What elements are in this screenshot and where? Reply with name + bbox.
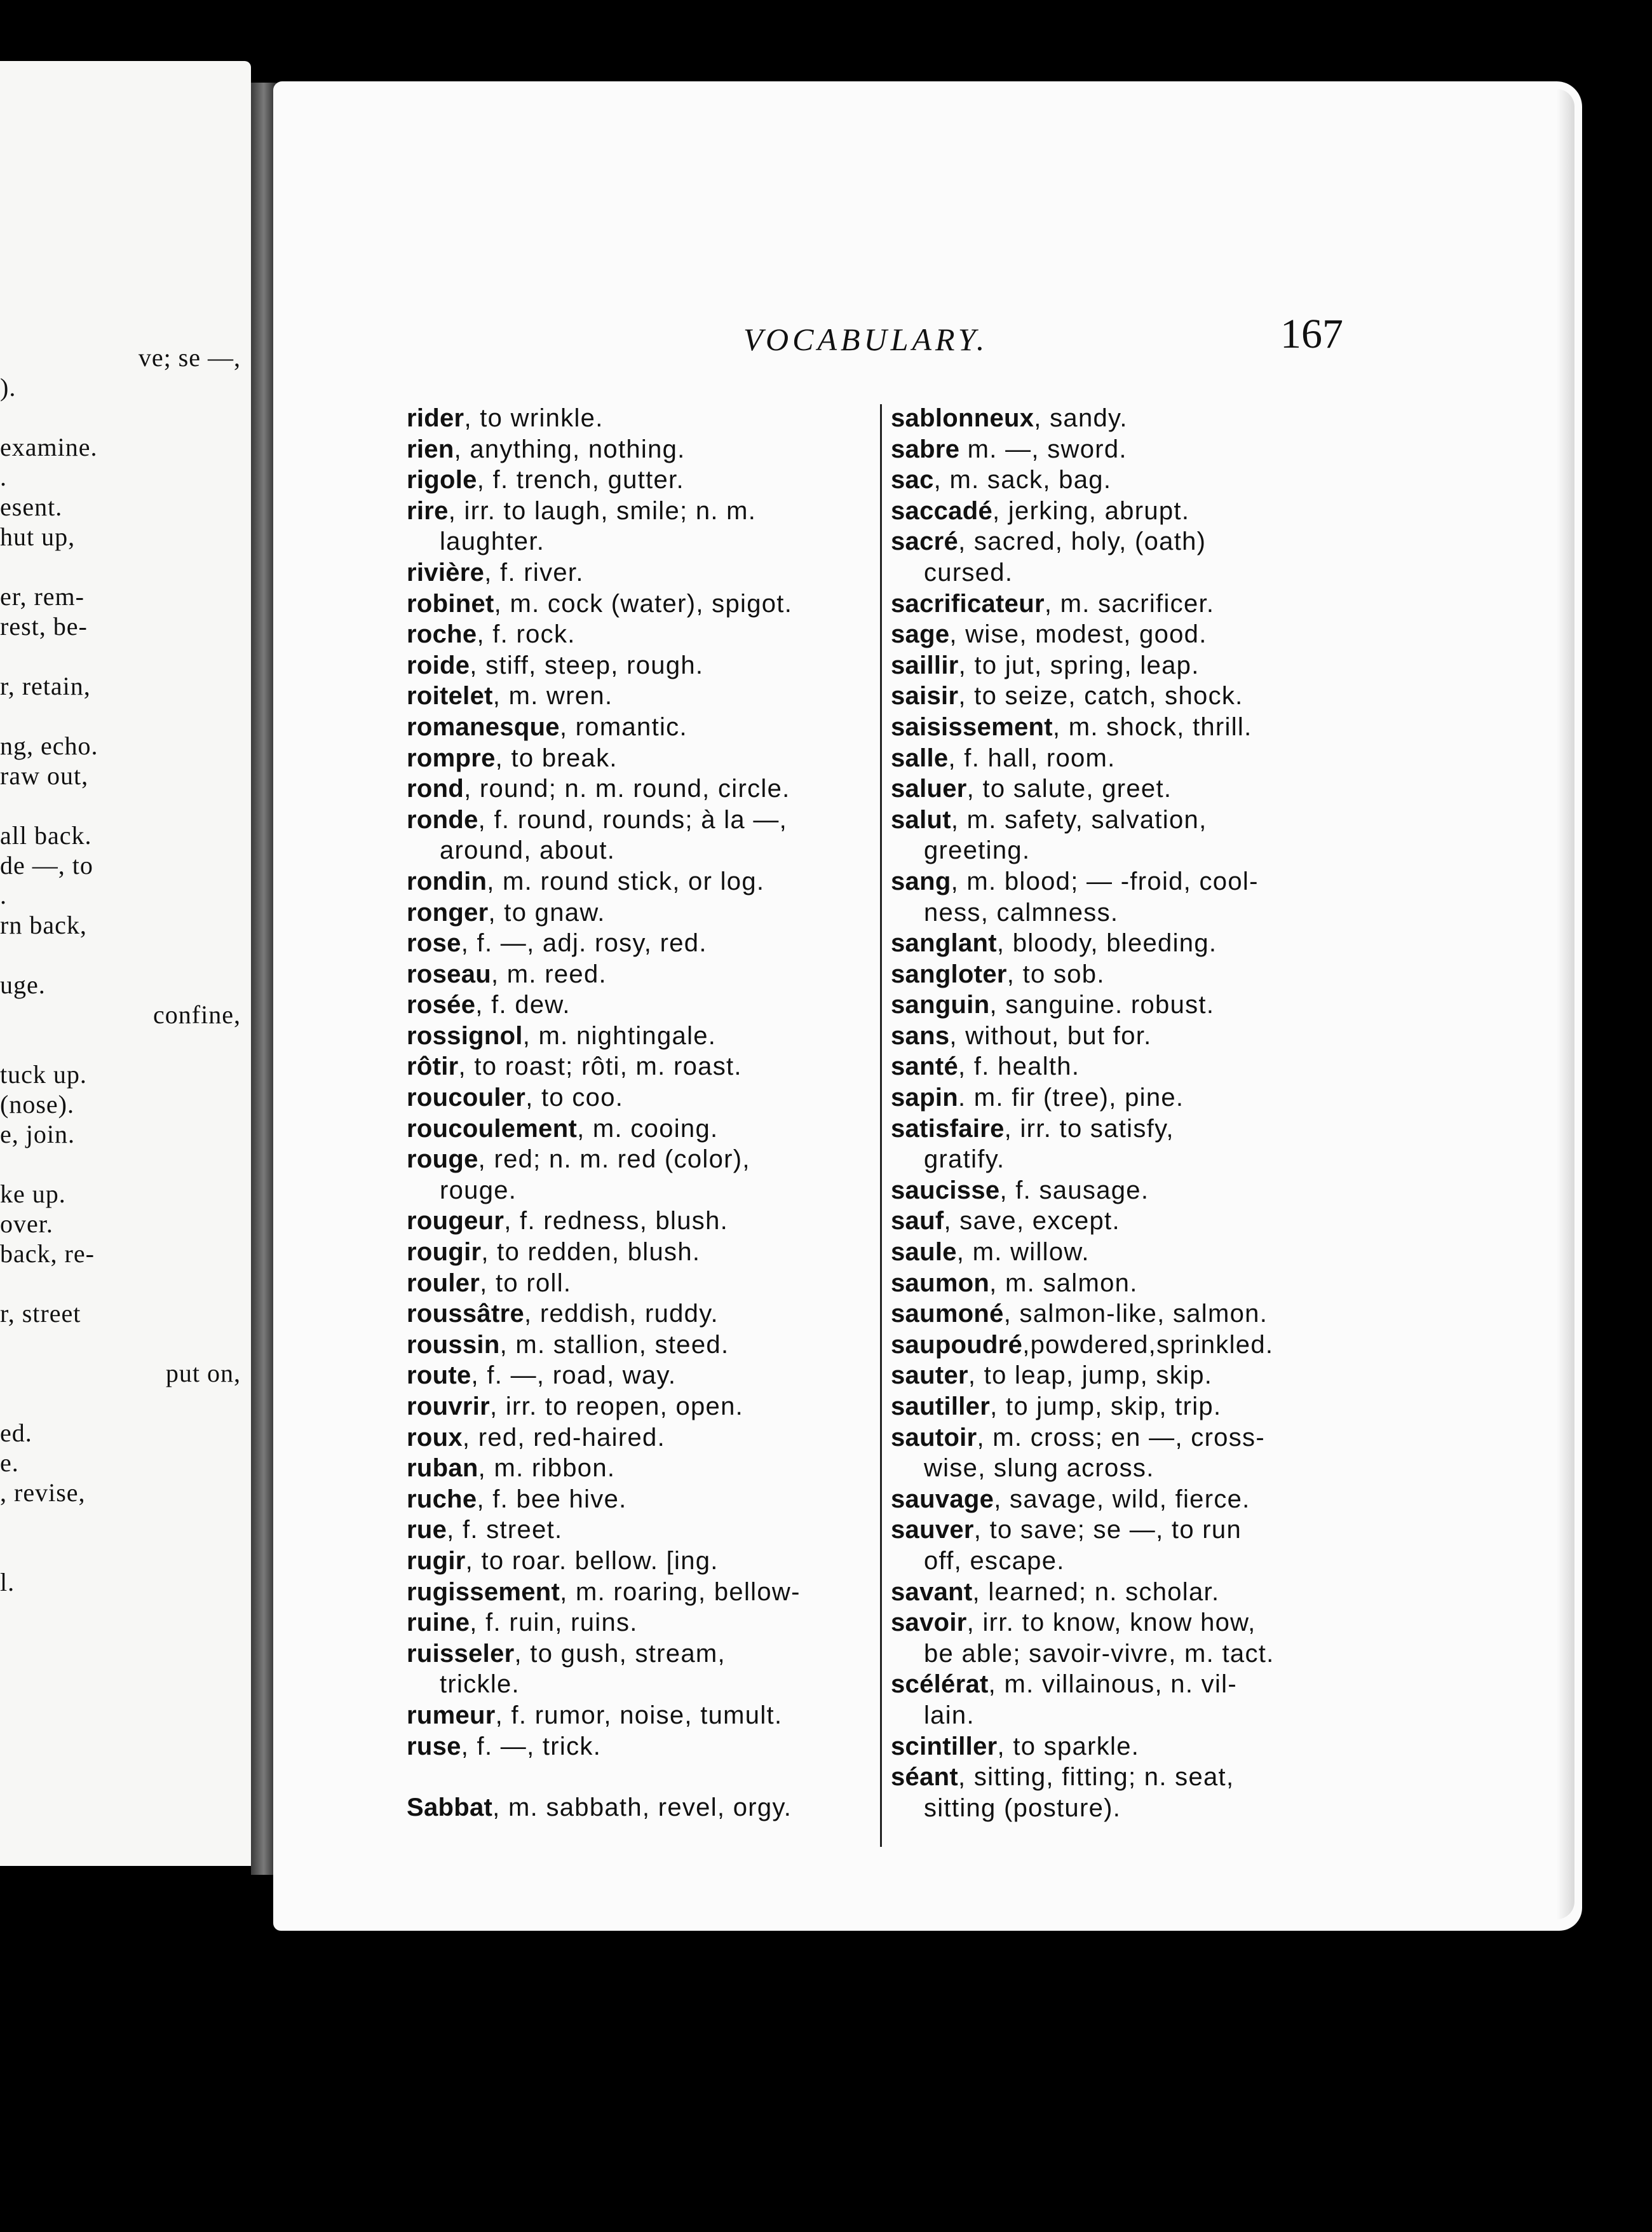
- headword: rouler: [407, 1269, 480, 1297]
- headword: roseau: [407, 960, 491, 988]
- headword: sauver: [891, 1516, 974, 1544]
- headword: rougir: [407, 1238, 482, 1267]
- headword: saillir: [891, 651, 959, 679]
- headword: scélérat: [891, 1670, 989, 1699]
- definition: , without, but for.: [949, 1021, 1152, 1050]
- previous-page-fragment: r, retain,: [0, 672, 91, 700]
- definition: greeting.: [924, 836, 1031, 865]
- headword: rond: [407, 775, 464, 803]
- vocabulary-entry: [407, 589, 886, 620]
- definition: , romantic.: [559, 712, 687, 741]
- headword: romanesque: [407, 712, 560, 741]
- vocabulary-entry: [891, 1113, 1374, 1145]
- entry-continuation: [891, 557, 1374, 589]
- definition: , to coo.: [525, 1084, 624, 1112]
- vocabulary-entry: [891, 1422, 1374, 1453]
- vocabulary-entry: [891, 619, 1374, 650]
- definition: gratify.: [924, 1145, 1005, 1174]
- definition: , f. redness, blush.: [504, 1207, 729, 1235]
- definition: , m. wren.: [492, 682, 613, 711]
- headword: rouge: [407, 1145, 478, 1174]
- headword: sang: [891, 867, 951, 895]
- headword: saumon: [891, 1269, 990, 1297]
- vocabulary-entry: [407, 805, 886, 836]
- headword: sautiller: [891, 1392, 991, 1420]
- definition: , to sparkle.: [997, 1732, 1140, 1760]
- definition: , to gnaw.: [488, 898, 606, 927]
- definition: , f. street.: [447, 1516, 563, 1544]
- definition: , wise, modest, good.: [949, 620, 1207, 649]
- definition: , save, except.: [944, 1207, 1120, 1235]
- definition: , to break.: [495, 744, 618, 772]
- headword: saccadé: [891, 496, 993, 525]
- vocabulary-entry: [407, 1206, 886, 1237]
- definition: ,powdered,sprinkled.: [1022, 1330, 1274, 1359]
- vocabulary-entry: [407, 1484, 886, 1515]
- vocabulary-entry: [891, 805, 1374, 836]
- definition: , m. stallion, steed.: [499, 1330, 729, 1359]
- entry-continuation: [407, 835, 886, 866]
- entry-continuation: [891, 1700, 1374, 1731]
- headword: savant: [891, 1577, 973, 1606]
- definition: m. —, sword.: [959, 435, 1127, 463]
- definition: , to salute, greet.: [966, 775, 1172, 803]
- headword: roucoulement: [407, 1114, 578, 1143]
- definition: , m. sack, bag.: [933, 466, 1112, 494]
- vocabulary-entry: [891, 1391, 1374, 1422]
- headword: rumeur: [407, 1701, 496, 1729]
- definition: , f. —, trick.: [461, 1732, 602, 1760]
- headword: sans: [891, 1021, 950, 1050]
- vocabulary-entry: [891, 465, 1374, 496]
- definition: , stiff, steep, rough.: [470, 651, 704, 679]
- definition: , m. safety, salvation,: [951, 805, 1207, 834]
- page-edge: [1557, 89, 1574, 1919]
- headword: robinet: [407, 589, 494, 618]
- headword: ronde: [407, 805, 478, 834]
- entry-continuation: [891, 1793, 1374, 1824]
- column-divider: [880, 404, 882, 1847]
- previous-page-fragment: over.: [0, 1209, 53, 1238]
- vocabulary-entry: [891, 1731, 1374, 1762]
- vocabulary-entry: [407, 1792, 886, 1823]
- headword: séant: [891, 1763, 958, 1792]
- definition: , to roast; rôti, m. roast.: [458, 1052, 742, 1081]
- vocabulary-entry: [407, 1330, 886, 1361]
- vocabulary-entry: [407, 1546, 886, 1577]
- previous-page-fragment: tuck up.: [0, 1060, 87, 1089]
- entry-continuation: [407, 526, 886, 557]
- definition: , m. ribbon.: [478, 1454, 616, 1483]
- vocabulary-entry: [891, 1607, 1374, 1638]
- definition: , red; n. m. red (color),: [478, 1145, 750, 1174]
- headword: ruisseler: [407, 1639, 515, 1668]
- headword: ruse: [407, 1732, 461, 1760]
- headword: Sabbat: [407, 1793, 493, 1822]
- definition: , anything, nothing.: [454, 435, 686, 463]
- vocabulary-entry: [407, 1113, 886, 1145]
- definition: , to wrinkle.: [464, 404, 604, 432]
- headword: ronger: [407, 898, 489, 927]
- vocabulary-entry: [407, 1051, 886, 1082]
- vocabulary-entry: [891, 1021, 1374, 1052]
- definition: wise, slung across.: [924, 1454, 1154, 1483]
- headword: roussâtre: [407, 1300, 525, 1328]
- definition: ness, calmness.: [924, 898, 1119, 927]
- vocabulary-entry: [407, 1422, 886, 1453]
- headword: roitelet: [407, 682, 493, 711]
- headword: rondin: [407, 867, 487, 895]
- headword: sacré: [891, 527, 959, 556]
- headword: sage: [891, 620, 950, 649]
- definition: , learned; n. scholar.: [972, 1577, 1220, 1606]
- definition: , f. river.: [484, 558, 584, 587]
- vocabulary-column-right: [891, 403, 1374, 1823]
- headword: rien: [407, 435, 454, 463]
- definition: , irr. to satisfy,: [1004, 1114, 1174, 1143]
- definition: , m. cross; en —, cross-: [977, 1423, 1265, 1452]
- definition: , to sob.: [1006, 960, 1105, 988]
- vocabulary-entry: [407, 1638, 886, 1670]
- headword: saumoné: [891, 1300, 1004, 1328]
- vocabulary-entry: [407, 1144, 886, 1175]
- definition: , irr. to know, know how,: [966, 1609, 1256, 1637]
- vocabulary-entry: [407, 434, 886, 465]
- vocabulary-entry: [407, 557, 886, 589]
- headword: sauter: [891, 1361, 968, 1390]
- vocabulary-entry: [407, 743, 886, 774]
- vocabulary-entry: [407, 1607, 886, 1638]
- definition: , sanguine. robust.: [989, 991, 1215, 1019]
- definition: , m. roaring, bellow-: [560, 1577, 801, 1606]
- definition: , bloody, bleeding.: [996, 929, 1217, 958]
- headword: scintiller: [891, 1732, 998, 1760]
- headword: rouvrir: [407, 1392, 491, 1420]
- definition: , jerking, abrupt.: [992, 496, 1190, 525]
- headword: sauvage: [891, 1485, 994, 1513]
- entry-continuation: [891, 897, 1374, 929]
- definition: , savage, wild, fierce.: [994, 1485, 1250, 1513]
- headword: rôtir: [407, 1052, 459, 1081]
- previous-page-fragment: , revise,: [0, 1478, 86, 1507]
- previous-page-fragment: ve; se —,: [138, 343, 241, 372]
- vocabulary-entry: [891, 712, 1374, 743]
- previous-page-fragment: rn back,: [0, 911, 87, 939]
- headword: saisir: [891, 682, 959, 711]
- vocabulary-entry: [891, 1577, 1374, 1608]
- headword: ruine: [407, 1609, 470, 1637]
- vocabulary-entry: [407, 1360, 886, 1391]
- definition: , m. cock (water), spigot.: [494, 589, 793, 618]
- headword: sablonneux: [891, 404, 1034, 432]
- headword: rigole: [407, 466, 477, 494]
- vocabulary-entry: [407, 1391, 886, 1422]
- entry-continuation: [407, 1669, 886, 1700]
- headword: sauf: [891, 1207, 944, 1235]
- vocabulary-entry: [891, 1206, 1374, 1237]
- definition: , m. nightingale.: [522, 1021, 717, 1050]
- previous-page-fragment: er, rem-: [0, 582, 85, 611]
- headword: rire: [407, 496, 449, 525]
- headword: sabre: [891, 435, 960, 463]
- definition: , m. blood; — -froid, cool-: [951, 867, 1259, 895]
- entry-continuation: [891, 1546, 1374, 1577]
- definition: , sitting, fitting; n. seat,: [958, 1763, 1235, 1792]
- definition: , f. ruin, ruins.: [470, 1609, 638, 1637]
- definition: , irr. to reopen, open.: [490, 1392, 744, 1420]
- vocabulary-entry: [407, 619, 886, 650]
- headword: rose: [407, 929, 461, 958]
- headword: satisfaire: [891, 1114, 1005, 1143]
- headword: rue: [407, 1516, 447, 1544]
- vocabulary-entry: [407, 959, 886, 990]
- definition: , reddish, ruddy.: [524, 1300, 719, 1328]
- headword: sapin: [891, 1084, 958, 1112]
- previous-page-fragment: r, street: [0, 1299, 81, 1328]
- definition: , m. sacrificer.: [1044, 589, 1215, 618]
- vocabulary-entry: [407, 1731, 886, 1762]
- previous-page-fragment: ed.: [0, 1419, 32, 1447]
- definition: , round; n. m. round, circle.: [464, 775, 790, 803]
- headword: sautoir: [891, 1423, 977, 1452]
- entry-continuation: [407, 1175, 886, 1206]
- headword: rougeur: [407, 1207, 504, 1235]
- previous-page-fragment: e, join.: [0, 1120, 75, 1148]
- definition: , m. willow.: [956, 1238, 1090, 1267]
- vocabulary-entry: [407, 866, 886, 897]
- headword: saucisse: [891, 1176, 1000, 1204]
- vocabulary-entry: [407, 1514, 886, 1546]
- headword: rosée: [407, 991, 476, 1019]
- headword: roux: [407, 1423, 463, 1452]
- definition: , m. shock, thrill.: [1052, 712, 1252, 741]
- headword: roucouler: [407, 1084, 526, 1112]
- definition: , f. bee hive.: [477, 1485, 627, 1513]
- previous-page-fragment: hut up,: [0, 522, 76, 551]
- previous-page-fragment: ).: [0, 373, 17, 402]
- definition: around, about.: [440, 836, 616, 865]
- definition: , m. sabbath, revel, orgy.: [492, 1793, 792, 1822]
- headword: sacrificateur: [891, 589, 1045, 618]
- headword: rugir: [407, 1546, 466, 1575]
- vocabulary-entry: [891, 1514, 1374, 1546]
- vocabulary-entry: [891, 1330, 1374, 1361]
- definition: , f. —, road, way.: [471, 1361, 677, 1390]
- vocabulary-entry: [407, 1577, 886, 1608]
- vocabulary-entry: [891, 928, 1374, 959]
- vocabulary-entry: [891, 589, 1374, 620]
- vocabulary-entry: [891, 1051, 1374, 1082]
- entry-continuation: [891, 1638, 1374, 1670]
- definition: , to gush, stream,: [514, 1639, 726, 1668]
- previous-page: [0, 61, 251, 1866]
- headword: saisissement: [891, 712, 1053, 741]
- vocabulary-entry: [407, 712, 886, 743]
- vocabulary-entry: [891, 990, 1374, 1021]
- definition: off, escape.: [924, 1546, 1065, 1575]
- definition: laughter.: [440, 527, 545, 556]
- vocabulary-entry: [407, 403, 886, 434]
- headword: rossignol: [407, 1021, 523, 1050]
- definition: , to roll.: [480, 1269, 572, 1297]
- headword: salle: [891, 744, 949, 772]
- previous-page-fragment: ng, echo.: [0, 732, 98, 760]
- definition: , f. rock.: [477, 620, 576, 649]
- definition: , m. round stick, or log.: [487, 867, 765, 895]
- headword: sanglant: [891, 929, 997, 958]
- vocabulary-entry: [891, 1268, 1374, 1299]
- vocabulary-entry: [891, 773, 1374, 805]
- vocabulary-entry: [891, 403, 1374, 434]
- previous-page-fragment: rest, be-: [0, 612, 88, 641]
- definition: , f. rumor, noise, tumult.: [495, 1701, 783, 1729]
- definition: , m. cooing.: [577, 1114, 719, 1143]
- vocabulary-entry: [407, 1700, 886, 1731]
- entry-continuation: [891, 835, 1374, 866]
- definition: , sandy.: [1034, 404, 1128, 432]
- book-gutter: [251, 83, 276, 1875]
- vocabulary-entry: [891, 1237, 1374, 1268]
- headword: ruban: [407, 1454, 478, 1483]
- definition: , m. salmon.: [989, 1269, 1138, 1297]
- vocabulary-entry: [407, 928, 886, 959]
- vocabulary-entry: [891, 743, 1374, 774]
- definition: , f. dew.: [475, 991, 571, 1019]
- vocabulary-entry: [891, 681, 1374, 712]
- previous-page-fragment: uge.: [0, 970, 46, 999]
- vocabulary-entry: [891, 526, 1374, 557]
- previous-page-fragment: put on,: [165, 1359, 241, 1387]
- headword: rompre: [407, 744, 496, 772]
- definition: sitting (posture).: [924, 1793, 1121, 1822]
- definition: , f. sausage.: [999, 1176, 1149, 1204]
- vocabulary-entry: [891, 496, 1374, 527]
- vocabulary-entry: [891, 1175, 1374, 1206]
- vocabulary-entry: [891, 1082, 1374, 1113]
- vocabulary-entry: [891, 1360, 1374, 1391]
- headword: santé: [891, 1052, 958, 1081]
- vocabulary-entry: [407, 773, 886, 805]
- headword: sanguin: [891, 991, 990, 1019]
- vocabulary-entry: [891, 959, 1374, 990]
- vocabulary-entry: [407, 1268, 886, 1299]
- previous-page-fragment: back, re-: [0, 1239, 95, 1268]
- headword: ruche: [407, 1485, 477, 1513]
- definition: , m. villainous, n. vil-: [988, 1670, 1237, 1699]
- previous-page-fragment: ke up.: [0, 1180, 66, 1208]
- definition: trickle.: [440, 1670, 520, 1699]
- running-head: VOCABULARY.: [743, 322, 989, 357]
- definition: , f. trench, gutter.: [477, 466, 684, 494]
- headword: route: [407, 1361, 471, 1390]
- headword: saupoudré: [891, 1330, 1023, 1359]
- headword: rider: [407, 404, 464, 432]
- vocabulary-entry: [891, 1762, 1374, 1793]
- vocabulary-entry: [407, 1082, 886, 1113]
- definition: lain.: [924, 1701, 975, 1729]
- previous-page-fragment: examine.: [0, 433, 98, 461]
- previous-page-fragment: (nose).: [0, 1090, 74, 1119]
- entry-continuation: [891, 1144, 1374, 1175]
- definition: cursed.: [924, 558, 1013, 587]
- headword: roussin: [407, 1330, 500, 1359]
- vocabulary-entry: [407, 1237, 886, 1268]
- headword: roide: [407, 651, 470, 679]
- headword: roche: [407, 620, 477, 649]
- vocabulary-entry: [891, 1298, 1374, 1330]
- headword: rivière: [407, 558, 485, 587]
- definition: . m. fir (tree), pine.: [958, 1084, 1184, 1112]
- vocabulary-entry: [891, 1484, 1374, 1515]
- headword: savoir: [891, 1609, 967, 1637]
- definition: , to redden, blush.: [481, 1238, 701, 1267]
- headword: sac: [891, 466, 934, 494]
- headword: rugissement: [407, 1577, 560, 1606]
- definition: , to jump, skip, trip.: [990, 1392, 1222, 1420]
- definition: rouge.: [440, 1176, 517, 1204]
- vocabulary-entry: [407, 1021, 886, 1052]
- definition: , f. —, adj. rosy, red.: [461, 929, 707, 958]
- headword: saluer: [891, 775, 967, 803]
- definition: , red, red-haired.: [462, 1423, 665, 1452]
- definition: , to jut, spring, leap.: [958, 651, 1200, 679]
- headword: saule: [891, 1238, 957, 1267]
- vocabulary-entry: [407, 1453, 886, 1484]
- vocabulary-entry: [407, 1298, 886, 1330]
- previous-page-fragment: all back.: [0, 821, 92, 850]
- page-number: 167: [1280, 311, 1343, 357]
- definition: , to seize, catch, shock.: [958, 682, 1243, 711]
- vocabulary-entry: [407, 650, 886, 681]
- vocabulary-entry: [407, 465, 886, 496]
- definition: , f. hall, room.: [948, 744, 1116, 772]
- previous-page-fragment: e.: [0, 1448, 19, 1477]
- previous-page-fragment: confine,: [153, 1000, 241, 1029]
- headword: sangloter: [891, 960, 1007, 988]
- definition: , to save; se —, to run: [973, 1516, 1242, 1544]
- definition: be able; savoir-vivre, m. tact.: [924, 1639, 1275, 1668]
- vocabulary-entry: [891, 434, 1374, 465]
- definition: , to roar. bellow. [ing.: [465, 1546, 719, 1575]
- previous-page-fragment: l.: [0, 1568, 15, 1596]
- entry-continuation: [891, 1453, 1374, 1484]
- previous-page-fragment: .: [0, 463, 7, 491]
- vocabulary-entry: [407, 897, 886, 929]
- vocabulary-entry: [891, 650, 1374, 681]
- definition: , m. reed.: [491, 960, 607, 988]
- previous-page-fragment: raw out,: [0, 761, 89, 790]
- previous-page-fragment: de —, to: [0, 851, 93, 880]
- vocabulary-entry: [891, 866, 1374, 897]
- vocabulary-entry: [407, 496, 886, 527]
- vocabulary-entry: [891, 1669, 1374, 1700]
- definition: , to leap, jump, skip.: [968, 1361, 1213, 1390]
- definition: , salmon-like, salmon.: [1003, 1300, 1268, 1328]
- previous-page-fragment: esent.: [0, 493, 63, 521]
- definition: , irr. to laugh, smile; n. m.: [448, 496, 757, 525]
- vocabulary-entry: [407, 681, 886, 712]
- headword: salut: [891, 805, 951, 834]
- vocabulary-column-left: [407, 403, 886, 1823]
- definition: , f. health.: [958, 1052, 1080, 1081]
- vocabulary-entry: [407, 990, 886, 1021]
- definition: , sacred, holy, (oath): [958, 527, 1207, 556]
- definition: , f. round, rounds; à la —,: [478, 805, 788, 834]
- previous-page-fragment: .: [0, 881, 7, 909]
